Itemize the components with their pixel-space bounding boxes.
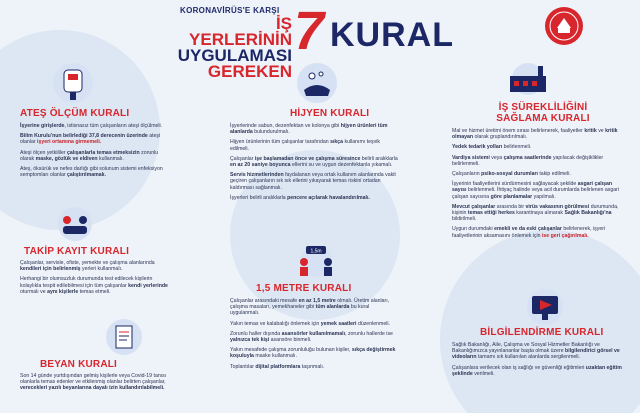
sureklilik-p5 (452, 181, 624, 200)
hijyen-p1-a: İşyerlerinde sabun, dezenfektan ve kolonya gibi (230, 123, 341, 129)
ates-p2-a: Bilim Kurulu'nun belirlediği 37,8 derecenin üzerinde (20, 133, 148, 140)
mesafe-p1-b: en az 1,5 metre (298, 298, 336, 304)
mesafe-p3-c: , zorunlu hallerde ise (345, 330, 393, 337)
header-title-line2: UYGULAMASI (177, 46, 292, 65)
hijyen-title: HİJYEN KURALI (290, 108, 370, 119)
sureklilik-p1-b: kritik (584, 128, 597, 134)
mesafe-p2-c: düzenlenmeli. (356, 320, 390, 327)
sureklilik-p4-b: psiko-sosyal durumları (481, 171, 538, 178)
ates-p3 (20, 150, 170, 162)
sureklilik-p7 (452, 226, 624, 238)
mesafe-body (230, 298, 400, 374)
sureklilik-p6-a: Mevcut çalışanlar (452, 203, 496, 210)
mesafe-p3-d: yalnızca tek kişi (230, 337, 270, 344)
sureklilik-p6-e: temas ettiği herkes (467, 210, 515, 217)
sureklilik-p6 (452, 204, 624, 223)
hands-washing-icon (294, 62, 340, 104)
mesafe-p5 (230, 364, 400, 370)
takip-title: TAKİP KAYIT KURALI (24, 246, 130, 257)
sureklilik-p1-e: olarak gruplandırılmalı. (473, 134, 528, 141)
sureklilik-p1-d: kritik olmayan (452, 128, 618, 141)
beyan-p1 (20, 373, 170, 392)
sureklilik-p6-h: bildirilmeli. (452, 216, 477, 223)
distance-sign-label: 1,5m (310, 248, 322, 255)
ates-p4-b: çalıştırılmamalı. (67, 172, 106, 179)
ates-p3-b: çalışanlarla temas etmeksizin (67, 149, 140, 156)
header-kural: KURAL (330, 16, 454, 54)
mesafe-p4 (230, 347, 400, 359)
ates-p4-a: Ateş, öksürük ve nefes darlığı gibi solunum sistemi enfeksiyon semptomları olanlar (20, 166, 163, 179)
mesafe-p5-c: taşınmalı. (300, 363, 325, 370)
takip-p2-d: aynı kişilerle (47, 288, 79, 295)
bilgi-p1 (452, 342, 624, 361)
hijyen-p1-b: hijyen ürünleri tüm alanlarda (230, 123, 388, 136)
mesafe-p2-a: Yakın temas ve kalabalığı önlemek için (230, 320, 321, 327)
sureklilik-p5-d: göre planlamalar (490, 193, 533, 200)
mesafe-p4-c: maske kullanmalı. (253, 353, 297, 360)
bilgi-p2 (452, 365, 624, 377)
sureklilik-p6-c: virüs vakasının görülmesi (525, 203, 590, 210)
bilgi-p1-b: bilgilendirici görsel ve videoların (452, 348, 620, 361)
sureklilik-p1-a: Mal ve hizmet üretimi önem sırası belirlenerek, faaliyetler (452, 128, 585, 134)
hijyen-p3-a: Çalışanlar (230, 155, 255, 162)
sureklilik-p3-b: veya (489, 154, 504, 161)
hijyen-p2-a: Hijyen ürünlerinin tüm çalışanlar tarafından (230, 139, 331, 146)
bilgi-title: BİLGİLENDİRME KURALI (480, 327, 604, 338)
mesafe-p1-e: bu kural uygulanmalı. (230, 304, 370, 317)
hijyen-p3-e: ellerini su ve uygun dezenfektanla yıkamalı. (290, 162, 393, 169)
ates-p3-e: kullanmalı. (97, 155, 124, 162)
sureklilik-p6-f: karantinaya alınarak (514, 210, 565, 217)
megaphone-icon (522, 288, 568, 326)
sureklilik-p1-c: ve (596, 128, 606, 134)
mesafe-p5-a: Toplantılar (230, 363, 256, 370)
takip-p2-e: temas etmeli. (78, 288, 111, 295)
sureklilik-p4-c: takip edilmeli. (537, 171, 571, 178)
mesafe-p5-b: dijital platformlara (255, 363, 301, 370)
hijyen-p3-d: en az 20 saniye boyunca (230, 162, 291, 169)
hijyen-body (230, 123, 400, 205)
takip-p1 (20, 260, 170, 272)
sureklilik-p2 (452, 144, 624, 150)
sureklilik-p5-a: İşyerinin faaliyetlerini sürdürmesini sağlayacak şekilde (452, 181, 578, 188)
beyan-title: BEYAN KURALI (40, 359, 118, 370)
teamwork-icon (55, 206, 95, 242)
mesafe-p2 (230, 321, 400, 327)
hijyen-p4-b: faydalanan veya ortak kullanım alanlarında vakit geçiren çalışanların sık sık ellerini yıkayarak temas riskini ortadan kaldırması sağlanmalı. (230, 172, 396, 191)
ates-p2 (20, 133, 170, 145)
beyan-p1-a: Son 14 günde yurtdışından gelmiş kişilerle veya Covid-19 tanısı olanlarla temas edenler ve etkilenmiş olanlar belirten çalışanlar, (20, 373, 167, 386)
sureklilik-p2-b: belirlenmeli. (502, 144, 532, 151)
bilgi-p1-a: Sağlık Bakanlığı, Aile, Çalışma ve Sosyal Hizmetler Bakanlığı ve Bakanlığımızca yayınlananlar başta olmak üzere (452, 342, 600, 355)
sureklilik-p5-c: belirlenmeli. İhtiyaç halinde veya acil durumlarda belirlenen asgari çalışan sayısına (452, 187, 619, 200)
takip-p1-b: kendileri için belirlenmiş (20, 266, 81, 273)
hijyen-p4 (230, 172, 400, 191)
hijyen-p4-a: Servis hizmetlerinden (230, 172, 284, 179)
sureklilik-title-1: İŞ SÜREKLİLİĞİNİ (498, 102, 588, 113)
hijyen-p3-b: işe başlamadan önce ve çalışma süresince (254, 155, 361, 162)
mesafe-p1 (230, 298, 400, 317)
sureklilik-p3-a: Vardiya sistemi (452, 154, 490, 161)
takip-body (20, 260, 170, 299)
mesafe-p1-c: olmalı. Üretim alanları, çalışma masaları, yemekhaneler gibi (230, 298, 390, 311)
sureklilik-p3 (452, 155, 624, 167)
distance-icon (290, 244, 342, 278)
header-title (172, 16, 292, 80)
bilgi-p2-b: uzaktan eğitim şeklinde (452, 364, 622, 377)
header-title-line1: İŞ YERLERİNİN (189, 14, 292, 49)
sureklilik-p4-a: Çalışanların (452, 171, 482, 178)
factory-icon (500, 62, 556, 96)
mesafe-p3-a: Zorunlu haller dışında (230, 330, 282, 337)
sureklilik-p3-c: çalışma saatlerinde (503, 154, 552, 161)
mesafe-p2-b: yemek saatleri (320, 320, 357, 327)
sureklilik-title-2: SAĞLAMA KURALI (496, 113, 590, 124)
hijyen-p5-a: İşyerleri belirli aralıklarla (230, 194, 288, 201)
sureklilik-p6-g: Sağlık Bakanlığı'na (564, 210, 612, 217)
sureklilik-p5-e: yapılmalı. (532, 193, 556, 200)
mesafe-p4-b: sıkça değiştirmek koşuluyla (230, 347, 396, 360)
sureklilik-p1 (452, 128, 624, 140)
mesafe-p1-d: tüm alanlarda (315, 304, 350, 311)
header-seven: 7 (294, 1, 325, 61)
sureklilik-p5-b: asgari çalışan sayısı (452, 181, 613, 194)
hijyen-p1 (230, 123, 400, 135)
bilgi-p1-c: tamamı sık kullanılan alanlarda sergilenmeli. (476, 354, 581, 361)
sureklilik-p7-d: ise geri çağırılmalı. (541, 232, 589, 239)
ates-p2-b: ateşi olanlar (20, 133, 161, 146)
sureklilik-p4 (452, 171, 624, 177)
sureklilik-body (452, 128, 624, 243)
hijyen-p2-c: kullanımı teşvik edilmeli. (230, 139, 380, 152)
mesafe-p3-b: asansörler kullanılmamalı (281, 330, 346, 337)
ates-body (20, 123, 170, 182)
bilgi-body (452, 342, 624, 381)
mesafe-p4-a: Yakın mesafede çalışma zorunluluğu bulunan kişiler, (230, 347, 352, 354)
sureklilik-p7-c: belirlenerek, işyeri faaliyetlerinin aksamasını önlemek için (452, 226, 606, 239)
sureklilik-p6-b: arasında bir (495, 203, 526, 210)
beyan-body (20, 373, 170, 396)
hijyen-p2-b: sıkça (330, 139, 344, 146)
hijyen-p5 (230, 195, 400, 201)
hijyen-p1-c: bulundurulmalı. (252, 129, 290, 136)
mesafe-p1-a: Çalışanlar arasındaki mesafe (230, 298, 299, 304)
ates-p1-a: İşyerine girişlerde (20, 123, 65, 129)
takip-p1-c: yerleri kullanmalı. (80, 266, 123, 273)
ates-p4 (20, 166, 170, 178)
hijyen-p5-b: pencere açılarak havalandırılmalı. (287, 194, 370, 201)
beyan-p1-b: verecekleri yazılı beyanlarına dayalı izin kullandırılabilmeli. (20, 385, 165, 392)
seal-icon (544, 6, 584, 46)
bilgi-p2-c: verilmeli. (472, 370, 495, 377)
bilgi-p2-a: Çalışanlara verilecek olan iş sağlığı ve güvenliği eğitimleri (452, 364, 586, 371)
sureklilik-p6-d: durumunda, kişinin (452, 203, 619, 217)
header-title-line3: GEREKEN (207, 62, 292, 81)
header-subtitle: KORONAVİRÜS'E KARŞI (180, 6, 280, 15)
ates-p1-b: , istisnasız tüm çalışanların ateşi ölçülmeli. (64, 123, 163, 129)
ates-p3-d: maske, gözlük ve eldiven (35, 155, 98, 162)
ates-title: ATEŞ ÖLÇÜM KURALI (20, 108, 130, 119)
takip-p2-b: kendi yerlerinde (128, 282, 168, 289)
ates-p3-a: Ateşi ölçen yetkililer (20, 149, 67, 156)
mesafe-p3-e: asansöre binmeli. (269, 337, 312, 344)
thermometer-icon (50, 62, 96, 104)
sureklilik-p3-d: yapılacak değişiklikler belirlenmeli. (452, 154, 604, 167)
sureklilik-title (488, 102, 598, 124)
takip-p1-a: Çalışanlar, servisle, ofiste, yemekte ve çalışma alanlarında (20, 260, 155, 266)
mesafe-p3 (230, 331, 400, 343)
sureklilik-p7-a: Uygun durumdaki (452, 226, 495, 233)
ates-p2-c: işyeri ortamına girmemeli. (37, 139, 102, 146)
takip-p2 (20, 276, 170, 295)
ates-p1 (20, 123, 170, 129)
hijyen-p3-c: belirli aralıklarla (360, 155, 398, 162)
mesafe-title: 1,5 METRE KURALI (256, 283, 352, 294)
document-icon (104, 318, 144, 356)
takip-p2-c: oturmalı ve (20, 288, 48, 295)
sureklilik-p7-b: emekli ve da eski çalışanlar (494, 226, 562, 233)
hijyen-p2 (230, 139, 400, 151)
ates-p3-c: zorunlu olarak (20, 149, 159, 162)
takip-p2-a: Herhangi bir olumsuzluk durumunda test edilecek kişilerin kolaylıkla tespit edilebilmesi için tüm çalışanlar (20, 276, 153, 289)
hijyen-p3 (230, 156, 400, 168)
sureklilik-p2-a: Yedek tedarik yolları (452, 144, 503, 151)
